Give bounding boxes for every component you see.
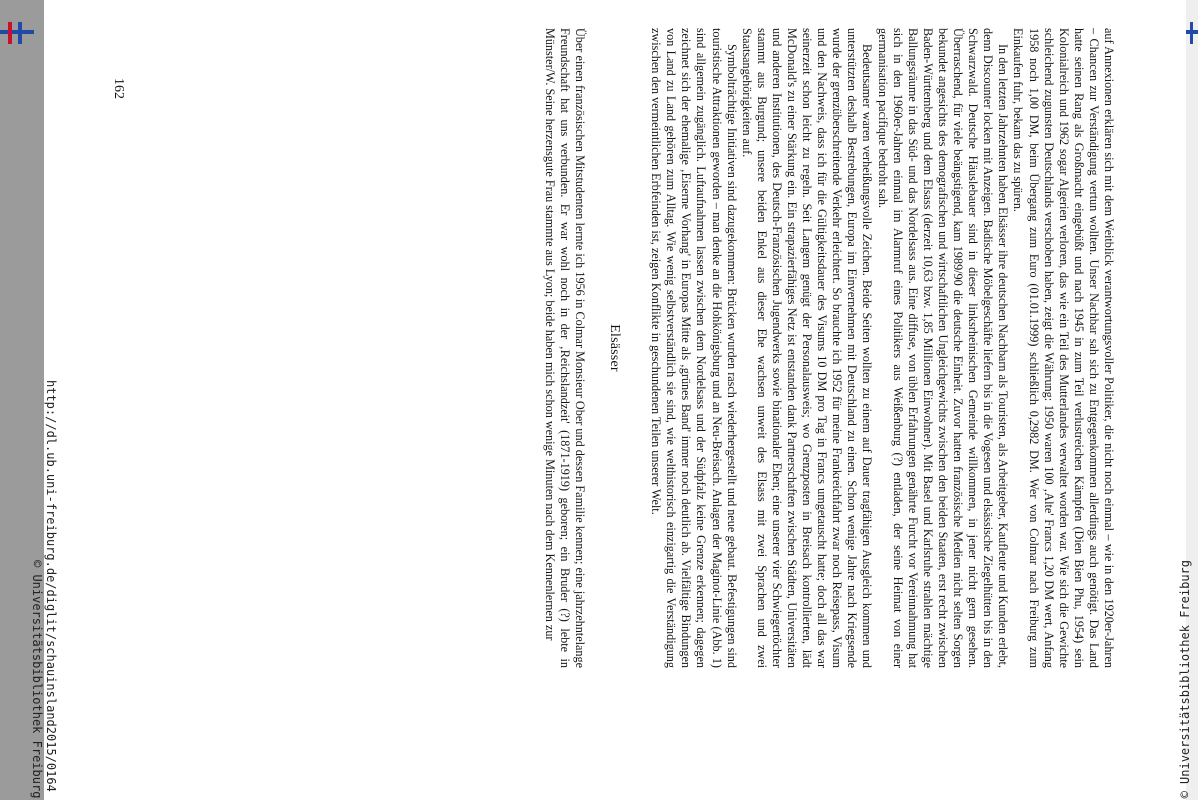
watermark-url: http://dl.ub.uni-freiburg.de/diglit/schauinsland2015/0164	[44, 380, 58, 792]
section-gap	[622, 28, 648, 668]
paragraph: Über einen französischen Mitstudenten lernte ich 1956 in Colmar Monsieur Ober und dessen Familie kennen; eine jahrzehntelange Freundschaft hat uns verbunden. Er war wohl noch in der ‚Reichslandzeit' (1871-1919) geboren; ein Bruder (?) lebte in Münster/W. Seine herzensgute Frau stammte aus Lyon; beide haben mich schon wenige Minuten nach dem Kennenlernen zur	[542, 28, 587, 668]
paragraph: auf Annexionen erklären sich mit dem Weitblick verantwortungsvoller Politiker, die nicht noch einmal – wie in den 1920er-Jahren – Chancen zur Verständigung vertun wollten. Unser Nachbar sah sich zu Entgegenkommen allerdings auch genötigt. Das Land hatte seinen Rang als Großmacht eingebüßt und nach 1945 in zum Teil verlustreichen Kämpfen (Dien Bien Phu, 1954) sein Kolonialreich und 1962 sogar Algerien verloren, das wie ein Teil des Mutterlandes verwaltet worden war. Wie sich die Gewichte schleichend zugunsten Deutschlands verschoben haben, zeigt die Währung: 1950 waren 100 ‚Alte' Francs 1,20 DM wert, Anfang 1958 noch 1,00 DM, beim Übergang zum Euro (01.01.1999) schließlich 0,2982 DM. Wer von Colmar nach Freiburg zum Einkaufen fuhr, bekam das zu spüren.	[1011, 28, 1116, 668]
watermark-copyright: © Universitätsbibliothek Freiburg	[30, 560, 44, 799]
watermark-copyright-top: © Universitätsbibliothek Freiburg	[1178, 560, 1192, 799]
page-number: 162	[111, 78, 126, 99]
library-logo-icon-right	[1186, 18, 1198, 48]
scanned-page	[30, 0, 1192, 800]
text-column	[542, 28, 1116, 668]
section-heading: Elsässer	[607, 324, 623, 372]
paragraph: In den letzten Jahrzehnten haben Elsässer ihre deutschen Nachbarn als Touristen, als Arbeitgeber, Kaufleute und Kunden erlebt, denn Discounter locken mit Anzeigen. Badische Möbelgeschäfte liefern bis in die Vogesen und elsässische Ziegelhütten bis in den Schwarzwald. Deutsche Häuslebauer sind in dieser linksrheinischen Gemeinde willkommen, in jener nicht gern gesehen. Überraschend, für viele beängstigend, kam 1989/90 die deutsche Einheit. Zuvor hatten französische Medien nicht selten Sorgen bekundet angesichts des demografischen und wirtschaftlichen Ungleichgewichts zwischen den beiden Staaten, erst recht zwischen Baden-Württemberg und dem Elsass (derzeit 10,63 bzw. 1,85 Millionen Einwohner). Mit Basel und Karlsruhe strahlen mächtige Ballungsräume in das Süd- und das Nordelsass aus. Eine diffuse, von üblen Erfahrungen genährte Furcht vor Vereinnahmung hat sich in den 1960er-Jahren einmal im Alarmruf eines Politikers aus Weißenburg (?) entladen, der seine Heimat von einer germanisation pacifique bedroht sah.	[875, 28, 1011, 668]
paragraph: Symbolträchtige Initiativen sind dazugekommen: Brücken wurden rasch wiederhergestellt und neue gebaut. Befestigungen sind touristische Attraktionen geworden – man denke an die Hohkönigsburg und an Neu-Breisach. Anlagen der Maginot-Linie (Abb. 1) sind allgemein zugänglich. Luftaufnahmen lassen zwischen dem Nordelsass und der Südpfalz keine Grenze erkennen; dagegen zeichnet sich der ehemalige ‚Eiserne Vorhang' in Europas Mitte als ‚grünes Band' immer noch deutlich ab. Vielfältige Bindungen von Land zu Land gehören zum Alltag. Wie wenig selbstverständlich sie sind, wie welthistorisch einzigartig die Verständigung zwischen den vermeintlichen Erbfeinden ist, zeigen Konflikte in geschundenen Teilen unserer Welt.	[649, 28, 739, 668]
paragraph: Bedeutsamer waren verheißungsvolle Zeichen. Beide Seiten wollten zu einem auf Dauer tragfähigen Ausgleich kommen und unterstützten deshalb Bestrebungen, Europa im Einvernehmen mit Deutschland zu einen. Schon wenige Jahre nach Kriegsende wurde der grenzüberschreitende Verkehr erleichtert. So brauchte ich 1952 für meine Frankreichfahrt zwar noch Reisepass, Visum und den Nachweis, dass ich für die Gültigkeitsdauer des Visums 10 DM pro Tag in Francs umgetauscht hatte; doch all das war seinerzeit schon leicht zu regeln. Seit Langem genügt der Personalausweis; wo Grenzposten in Breisach kontrollierten, lädt McDonald's zu einer Stärkung ein. Ein strapazierfähiges Netz ist entstanden dank Partnerschaften zwischen Städten, Universitäten und anderen Institutionen, des Deutsch-Französischen Jugendwerks sowie binationaler Ehen; eine unserer vier Schwiegertöchter stammt aus Burgund; unsere beiden Enkel aus dieser Ehe wachsen unweit des Elsass mit zwei Sprachen und zwei Staatsangehörigkeiten auf.	[739, 28, 875, 668]
